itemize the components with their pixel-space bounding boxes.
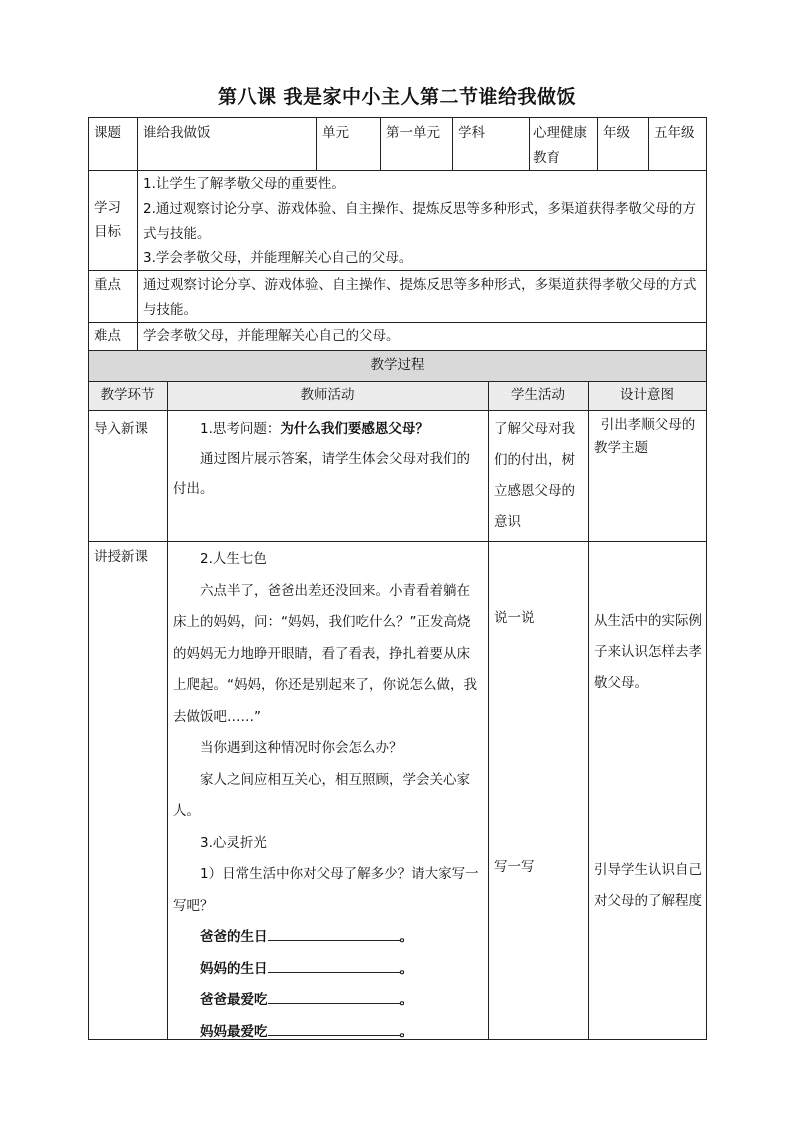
intro-question-num: 1.思考问题：: [200, 421, 281, 437]
fill-item-dad-food: 爸爸最爱吃 。: [173, 985, 483, 1017]
intro-intent: 引出孝顺父母的教学主题: [594, 417, 696, 456]
stage-new: 讲授新课: [94, 549, 148, 565]
section2-title: 2.人生七色: [200, 551, 267, 567]
process-header: 教学过程: [370, 357, 425, 373]
label-subject: 学科: [458, 125, 485, 141]
grade-value: 五年级: [654, 125, 695, 141]
question-text: 当你遇到这种情况时你会怎么办？: [200, 740, 403, 756]
section3-title: 3.心灵折光: [200, 834, 267, 851]
goal-3: 3.学会孝敬父母，并能理解关心自己的父母。: [143, 250, 413, 266]
goal-2: 2.通过观察讨论分享、游戏体验、自主操作、提炼反思等多种形式，多渠道获得孝敬父母的方式与技能。: [143, 201, 696, 242]
topic-value: 谁给我做饭: [143, 125, 211, 141]
new-teacher: [173, 544, 483, 1048]
new-student-1: 说一说: [494, 610, 535, 626]
key-point-label: 重点: [94, 277, 121, 293]
story-text: 六点半了，爸爸出差还没回来。小青看着躺在床上的妈妈，问：“妈妈，我们吃什么？”正发高烧的妈妈无力地睁开眼睛，看了看表，挣扎着要从床上爬起。“妈妈，你还是别起来了，你说怎么做，我去做饭吧……”: [173, 582, 477, 725]
goals-label: 学习目标: [94, 200, 121, 240]
intro-teacher-text: 通过图片展示答案，请学生体会父母对我们的付出。: [173, 451, 470, 497]
stage-intro: 导入新课: [94, 421, 148, 437]
task-text: 1）日常生活中你对父母了解多少？请大家写一写吧？: [173, 866, 479, 914]
fill-item-mom-birthday: 妈妈的生日 。: [173, 954, 483, 986]
difficulty-text: 学会孝敬父母，并能理解关心自己的父母。: [143, 328, 400, 344]
new-student-2: 写一写: [494, 859, 535, 875]
column-intent: 设计意图: [620, 387, 674, 403]
label-unit: 单元: [322, 125, 349, 141]
key-point-text: 通过观察讨论分享、游戏体验、自主操作、提炼反思等多种形式，多渠道获得孝敬父母的方式与技能。: [143, 277, 697, 318]
page-title: 第八课 我是家中小主人第二节谁给我做饭: [217, 86, 577, 108]
intro-student: 了解父母对我们的付出，树立感恩父母的意识: [494, 421, 575, 530]
column-student: 学生活动: [511, 387, 565, 403]
fill-item-mom-food: 妈妈最爱吃 。: [173, 1017, 483, 1049]
column-teacher: 教师活动: [300, 387, 355, 403]
unit-value: 第一单元: [386, 125, 440, 141]
new-intent-2: 引导学生认识自己对父母的了解程度: [594, 862, 702, 909]
conclusion-text: 家人之间应相互关心，相互照顾，学会关心家人。: [173, 771, 470, 819]
new-intent-1: 从生活中的实际例子来认识怎样去孝敬父母。: [594, 613, 702, 691]
label-grade: 年级: [603, 125, 630, 141]
column-stage: 教学环节: [100, 387, 155, 403]
subject-value: 心理健康教育: [533, 125, 587, 166]
difficulty-label: 难点: [94, 328, 121, 344]
goal-1: 1.让学生了解孝敬父母的重要性。: [143, 176, 345, 192]
fill-item-dad-birthday: 爸爸的生日 。: [173, 922, 483, 954]
intro-question: 为什么我们要感恩父母？: [280, 421, 429, 437]
label-topic: 课题: [94, 125, 121, 141]
intro-teacher: [173, 414, 483, 504]
